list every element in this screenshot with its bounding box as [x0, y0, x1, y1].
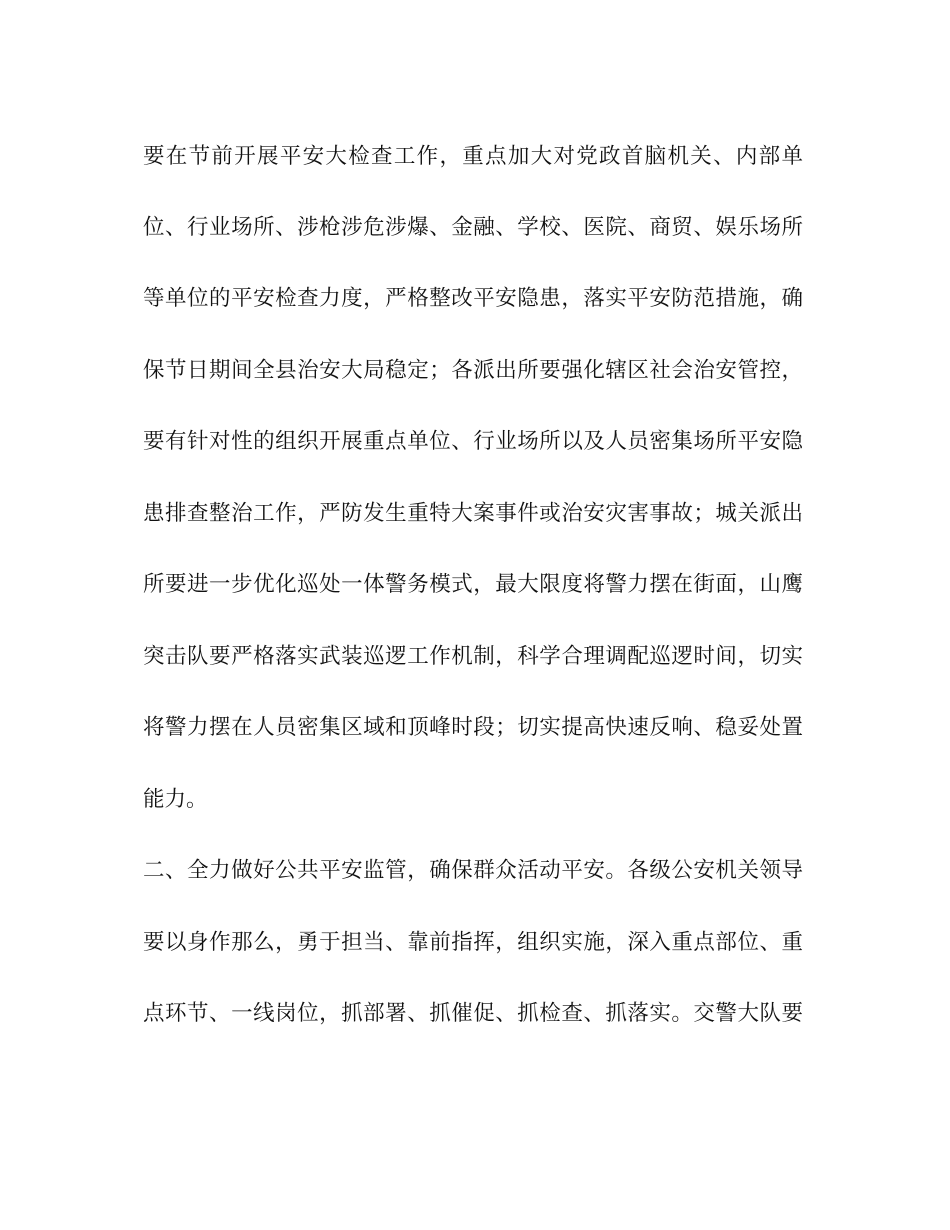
paragraph-line: 所要进一步优化巡处一体警务模式，最大限度将警力摆在街面，山鹰	[143, 572, 803, 597]
paragraph-line: 要以身作那么，勇于担当、靠前指挥，组织实施，深入重点部位、重	[143, 930, 803, 955]
paragraph-line: 突击队要严格落实武装巡逻工作机制，科学合理调配巡逻时间，切实	[143, 644, 803, 669]
paragraph-line: 患排查整治工作，严防发生重特大案事件或治安灾害事故；城关派出	[143, 501, 803, 526]
paragraph-line: 点环节、一线岗位，抓部署、抓催促、抓检查、抓落实。交警大队要	[143, 1001, 803, 1026]
paragraph-line: 要在节前开展平安大检查工作，重点加大对党政首脑机关、内部单	[143, 144, 803, 169]
paragraph-line: 位、行业场所、涉枪涉危涉爆、金融、学校、医院、商贸、娱乐场所	[143, 215, 803, 240]
paragraph-line: 将警力摆在人员密集区域和顶峰时段；切实提高快速反响、稳妥处置	[143, 715, 803, 740]
paragraph-line: 等单位的平安检查力度，严格整改平安隐患，落实平安防范措施，确	[143, 286, 803, 311]
paragraph-line: 保节日期间全县治安大局稳定；各派出所要强化辖区社会治安管控，	[143, 358, 803, 383]
paragraph-line: 要有针对性的组织开展重点单位、行业场所以及人员密集场所平安隐	[143, 429, 803, 454]
section-heading-line: 二、全力做好公共平安监管，确保群众活动平安。各级公安机关领导	[143, 858, 803, 883]
paragraph-line: 能力。	[143, 787, 208, 812]
